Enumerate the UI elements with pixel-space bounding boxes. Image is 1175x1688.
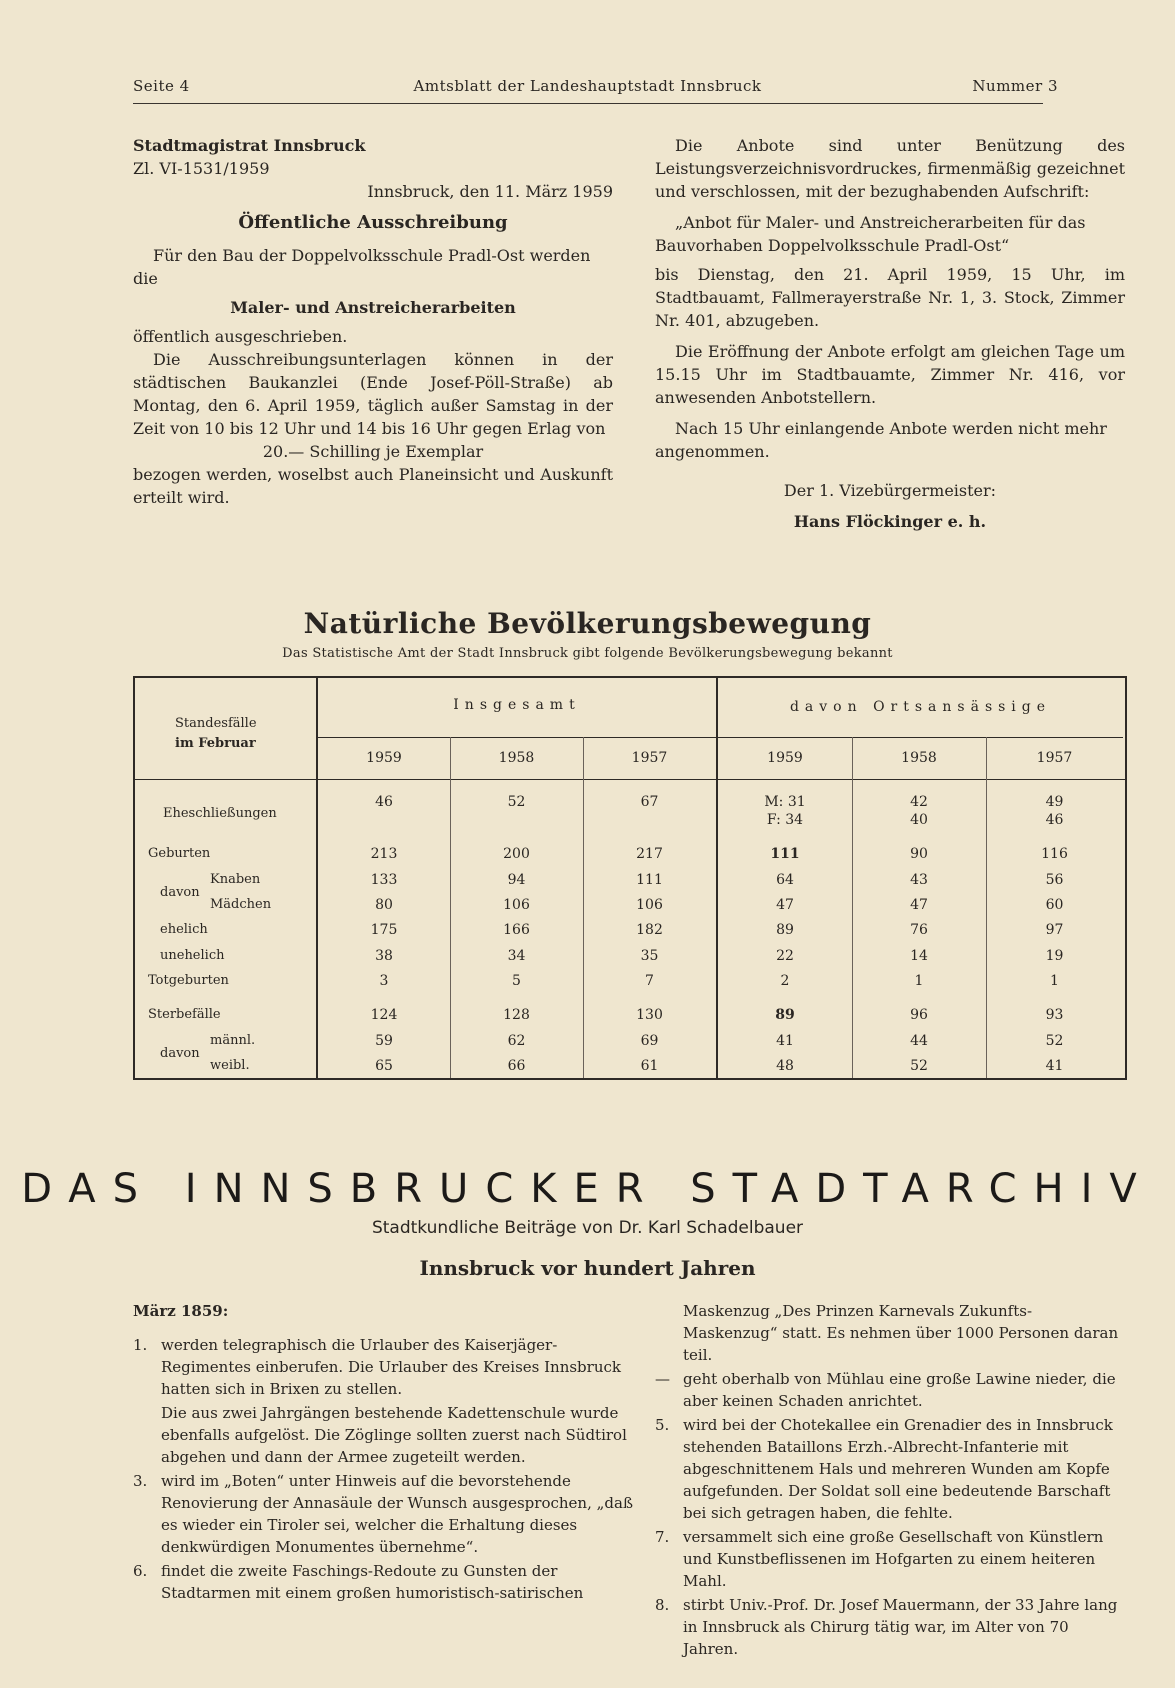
table-cell: 44: [910, 1033, 928, 1049]
table-cell: 111: [636, 872, 663, 888]
table-cell: 111: [770, 846, 800, 862]
archive-entry-text: wird im „Boten“ unter Hinweis auf die bevorstehende Renovierung der Annasäule der Wunsch ausgesprochen, „daß es wieder ein Tiroler sei, welcher die Erhaltung dieses denkwürdigen Monumentes übernehme“.: [161, 1472, 633, 1556]
table-cell: 52: [507, 794, 526, 810]
table-cell: 43: [910, 872, 928, 888]
table-rule-years: [133, 779, 1125, 780]
archive-left-list: [133, 1334, 633, 1604]
table-cell: 48: [776, 1058, 794, 1074]
archive-entry: [655, 1414, 1125, 1524]
table-year-cell: 1959: [366, 750, 402, 766]
archive-entry-number: 8.: [655, 1596, 670, 1614]
table-cell: 89: [776, 922, 794, 938]
archive-entry-text: Maskenzug „Des Prinzen Karnevals Zukunfts-Maskenzug“ statt. Es nehmen über 1000 Personen daran teil.: [683, 1302, 1119, 1364]
table-row-label: Sterbefälle: [148, 1007, 221, 1022]
table-cell: 19: [1045, 948, 1064, 964]
header-rule: [133, 103, 1043, 104]
table-cell: 182: [636, 922, 663, 938]
archive-entry-number: 3.: [133, 1472, 148, 1490]
table-row-prefix: davon: [160, 885, 200, 900]
tender-inscription: „Anbot für Maler- und Anstreicherarbeiten für das Bauvorhaben Doppelvolksschule Pradl-Ost“: [655, 213, 1086, 255]
table-cell: 41: [776, 1033, 794, 1049]
table-cell: 200: [503, 846, 530, 862]
table-cell: 66: [507, 1058, 526, 1074]
tender-para3: Die Anbote sind unter Benützung des Leistungsverzeichnisvordruckes, firmenmäßig gezeichnet und verschlossen, mit der bezughabenden Aufschrift:: [655, 136, 1125, 201]
archive-entry-text: versammelt sich eine große Gesellschaft von Künstlern und Kunstbeflissenen im Hofgarten zu einem heiteren Mahl.: [683, 1528, 1104, 1590]
archive-left-column: [133, 1300, 633, 1606]
archive-entry: [133, 1334, 633, 1400]
signer-title: Der 1. Vizebürgermeister:: [783, 481, 997, 500]
table-cell: 38: [375, 948, 393, 964]
tender-para5: Die Eröffnung der Anbote erfolgt am gleichen Tage um 15.15 Uhr im Stadtbauamte, Zimmer Nr. 416, vor anwesenden Anbotstellern.: [655, 342, 1125, 407]
table-cell: 93: [1045, 1007, 1064, 1023]
table-cell: 89: [775, 1007, 795, 1023]
archive-entry-text: Die aus zwei Jahrgängen bestehende Kadettenschule wurde ebenfalls aufgelöst. Die Zöglinge sollten zuerst nach Südtirol abgehen und dann der Armee zugeteilt werden.: [161, 1404, 627, 1466]
tender-advertised: öffentlich ausgeschrieben.: [133, 327, 348, 346]
table-cell: 47: [776, 897, 794, 913]
tender-place-date: Innsbruck, den 11. März 1959: [367, 182, 613, 201]
table-row-label: unehelich: [160, 948, 225, 963]
publication-title: Amtsblatt der Landeshauptstadt Innsbruck: [413, 77, 762, 95]
tender-para1: Die Ausschreibungsunterlagen können in der städtischen Baukanzlei (Ende Josef-Pöll-Straße) ab Montag, den 6. April 1959, täglich außer Samstag in der Zeit von 10 bis 12 Uhr und 14 bis 16 Uhr gegen Erlag von: [133, 350, 613, 438]
table-cell: 96: [910, 1007, 928, 1023]
table-row-label: Knaben: [210, 872, 261, 887]
table-cell: 128: [503, 1007, 530, 1023]
table-year-cell: 1957: [1036, 750, 1073, 766]
tender-para4: bis Dienstag, den 21. April 1959, 15 Uhr, im Stadtbauamt, Fallmerayerstraße Nr. 1, 3. Stock, Zimmer Nr. 401, abzugeben.: [655, 265, 1125, 330]
table-year-cell: 1958: [901, 750, 937, 766]
table-cell: 22: [776, 948, 794, 964]
table-cell: 3: [379, 973, 389, 989]
table-cell: 67: [640, 794, 659, 810]
archive-entry: [133, 1402, 633, 1468]
archive-title: DAS INNSBRUCKER STADTARCHIV: [21, 1166, 1154, 1212]
archive-entry-number: —: [655, 1370, 670, 1388]
tender-title: Öffentliche Ausschreibung: [238, 212, 508, 233]
archive-entry-text: stirbt Univ.-Prof. Dr. Josef Mauermann, der 33 Jahre lang in Innsbruck als Chirurg tätig war, im Alter von 70 Jahren.: [683, 1596, 1118, 1658]
table-cell: 46: [375, 794, 393, 810]
table-cell: 56: [1045, 872, 1064, 888]
tender-fee: 20.— Schilling je Exemplar: [262, 442, 484, 461]
table-cell: 175: [370, 922, 398, 938]
table-cell: 106: [503, 897, 530, 913]
archive-entry: [133, 1470, 633, 1558]
archive-entry-text: werden telegraphisch die Urlauber des Kaiserjäger-Regimentes einberufen. Die Urlauber des Kreises Innsbruck hatten sich in Brixen zu stellen.: [161, 1336, 621, 1398]
tender-left-column: [133, 134, 613, 509]
table-cell: 217: [636, 846, 663, 862]
table-cell: 5: [512, 973, 521, 989]
archive-entry: [655, 1594, 1125, 1660]
archive-entry-number: 1.: [133, 1336, 148, 1354]
population-title: Natürliche Bevölkerungsbewegung: [303, 607, 872, 640]
archive-right-column: [655, 1300, 1125, 1662]
table-cell: 97: [1045, 922, 1064, 938]
table-cell: 80: [375, 897, 393, 913]
archive-entry-number: 5.: [655, 1416, 670, 1434]
tender-reference: Zl. VI-1531/1959: [133, 159, 270, 178]
table-cell: 52: [1045, 1033, 1064, 1049]
table-cell: 106: [636, 897, 663, 913]
archive-entry-text: wird bei der Chotekallee ein Grenadier des in Innsbruck stehenden Bataillons Erzh.-Albrecht-Infanterie mit abgeschnittenem Hals und mehreren Wunden am Kopfe aufgefunden. Der Soldat soll eine bedeutende Barschaft bei sich getragen haben, die fehlte.: [683, 1416, 1113, 1522]
table-cell: 59: [375, 1033, 393, 1049]
table-cell: 76: [910, 922, 928, 938]
tender-works: Maler- und Anstreicherarbeiten: [230, 298, 516, 317]
archive-entry-number: 7.: [655, 1528, 670, 1546]
tender-para2: bezogen werden, woselbst auch Planeinsicht und Auskunft erteilt wird.: [133, 465, 613, 507]
table-cell-sub: 46: [1045, 812, 1064, 828]
table-cell: 60: [1045, 897, 1064, 913]
table-cell: 213: [370, 846, 398, 862]
table-corner-line2: im Februar: [175, 736, 256, 751]
table-group-resident: davon Ortsansässige: [789, 699, 1052, 715]
table-row-label: weibl.: [210, 1058, 250, 1073]
table-cell: 49: [1045, 794, 1064, 810]
table-cell: 166: [503, 922, 530, 938]
table-row-label: Eheschließungen: [163, 806, 277, 821]
tender-authority: Stadtmagistrat Innsbruck: [133, 136, 366, 155]
archive-entry-number: 6.: [133, 1562, 148, 1580]
table-row-prefix: davon: [160, 1046, 200, 1061]
table-row-label: ehelich: [160, 922, 208, 937]
table-rule-group: [318, 737, 1123, 738]
table-cell: 69: [640, 1033, 659, 1049]
tender-right-column: [655, 134, 1125, 533]
table-cell: 94: [507, 872, 526, 888]
table-cell: 90: [910, 846, 928, 862]
table-cell: 1: [914, 973, 924, 989]
table-cell: 130: [636, 1007, 663, 1023]
table-row-label: Geburten: [148, 846, 211, 861]
issue-number: Nummer 3: [972, 77, 1058, 95]
table-cell: 64: [776, 872, 794, 888]
archive-entry: [655, 1368, 1125, 1412]
archive-entry-text: findet die zweite Faschings-Redoute zu Gunsten der Stadtarmen mit einem großen humoristisch-satirischen: [161, 1562, 584, 1602]
table-year-cell: 1958: [498, 750, 535, 766]
table-cell: 7: [645, 973, 654, 989]
archive-entry: [133, 1560, 633, 1604]
archive-entry-text: geht oberhalb von Mühlau eine große Lawine nieder, die aber keinen Schaden anrichtet.: [683, 1370, 1116, 1410]
table-cell: 61: [640, 1058, 659, 1074]
page-number: Seite 4: [133, 77, 190, 95]
tender-intro: Für den Bau der Doppelvolksschule Pradl-Ost werden die: [133, 246, 591, 288]
table-cell: 52: [910, 1058, 928, 1074]
table-cell: 34: [507, 948, 526, 964]
table-year-cell: 1959: [767, 750, 803, 766]
table-cell: 42: [910, 794, 928, 810]
table-cell: 1: [1050, 973, 1059, 989]
archive-entry: [655, 1300, 1125, 1366]
table-cell: M: 31: [764, 794, 806, 810]
signer-name: Hans Flöckinger e. h.: [793, 512, 987, 531]
table-cell: 41: [1045, 1058, 1064, 1074]
table-cell: 14: [910, 948, 928, 964]
table-cell: 116: [1041, 846, 1068, 862]
archive-right-list: [655, 1300, 1125, 1660]
population-subtitle: Das Statistische Amt der Stadt Innsbruck gibt folgende Bevölkerungsbewegung bekannt: [282, 646, 893, 661]
archive-heading: Innsbruck vor hundert Jahren: [419, 1256, 756, 1280]
table-cell: 62: [507, 1033, 526, 1049]
tender-para6: Nach 15 Uhr einlangende Anbote werden nicht mehr angenommen.: [655, 419, 1107, 461]
archive-entry: [655, 1526, 1125, 1592]
table-cell-sub: F: 34: [766, 812, 804, 828]
table-corner-line1: Standesfälle: [175, 716, 257, 731]
archive-subtitle: Stadtkundliche Beiträge von Dr. Karl Schadelbauer: [371, 1218, 804, 1238]
table-cell: 133: [370, 872, 398, 888]
table-cell: 124: [370, 1007, 398, 1023]
table-year-cell: 1957: [631, 750, 668, 766]
archive-month: März 1859:: [133, 1302, 229, 1320]
table-row-label: männl.: [210, 1033, 256, 1048]
table-cell-sub: 40: [910, 812, 928, 828]
table-cell: 2: [780, 973, 790, 989]
table-cell: 35: [640, 948, 659, 964]
table-row-label: Mädchen: [210, 897, 272, 912]
table-group-total: Insgesamt: [453, 697, 581, 713]
table-cell: 47: [910, 897, 928, 913]
table-cell: 65: [375, 1058, 393, 1074]
table-row-label: Totgeburten: [148, 973, 229, 988]
